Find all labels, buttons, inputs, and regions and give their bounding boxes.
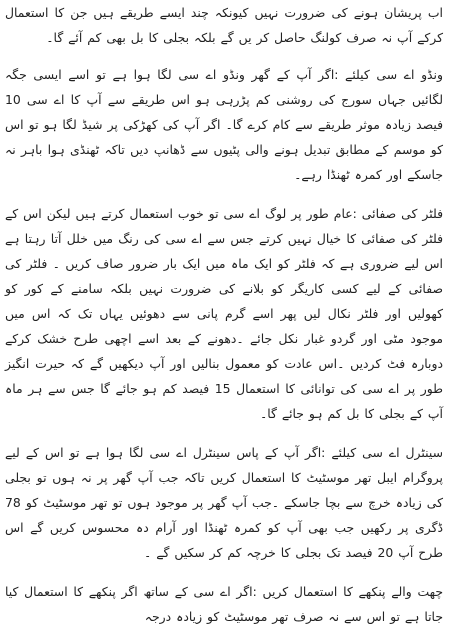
intro-paragraph: اب پریشان ہونے کی ضرورت نہیں کیونکہ چند ایسے طریقے ہیں جن کا استعمال کرکے آپ نہ صرف کولنگ حاصل کر یں گے بلکہ بجلی کا بل بھی کم آئے گا۔ [5,5,443,45]
window-ac-paragraph: ونڈو اے سی کیلئے :اگر آپ کے گھر ونڈو اے سی لگا ہوا ہے تو اسے ایسی جگہ لگائیں جہاں سورج کی روشنی کم پڑرہی ہو اس طریقے سے آپ کا اے سی 10 فیصد زیادہ موثر طریقے سے کام کرے گا۔ اگر آپ کی کھڑکی پر شیڈ لگا ہو تو اس کو موسم کے مطابق تبدیل ہونے والی پٹیوں سے ڈھانپ دیں تاکہ ٹھنڈی ہوا باہر نہ جاسکے اور کمرہ ٹھنڈا رہے۔ [5,67,443,182]
filter-cleaning-paragraph: فلٹر کی صفائی :عام طور پر لوگ اے سی تو خوب استعمال کرتے ہیں لیکن اس کے فلٹر کی صفائی کا خیال نہیں کرتے جس سے اے سی کی رنگ میں خلل آتا رہتا ہے اس لیے ضروری ہے کہ فلٹر کو ایک ماہ میں ایک بار ضرور صاف کریں ۔ فلٹر کی صفائی کے لیے کسی کاریگر کو بلانے کی ضرورت نہیں بلکہ سامنے کے کور کو کھولیں اور فلٹر نکال لیں پھر اسے گرم پانی سے دھوئیں یہاں تک کہ اس میں موجود مٹی اور گردو غبار نکل جائے ۔دھونے کے بعد اسے اچھی طرح خشک کرکے دوبارہ فٹ کردیں ۔اس عادت کو معمول بنالیں اور آپ دیکھیں گے کہ حیرت انگیز طور پر اے سی کی توانائی کا استعمال 15 فیصد کم ہو جائے گا جس سے ہر ماہ آپ کے بجلی کا بل کم ہو جائے گا۔ [5,206,443,421]
central-ac-paragraph: سینٹرل اے سی کیلئے :اگر آپ کے پاس سینٹرل اے سی لگا ہوا ہے تو اس کے لیے پروگرام ایبل تھر موسٹیٹ کا استعمال کریں تاکہ جب آپ گھر پر نہ ہوں تو بجلی کی زیادہ خرچ سے بچا جاسکے ۔جب آپ گھر پر موجود ہوں تو تھر موسٹیٹ کو 78 ڈگری پر رکھیں جب بھی آپ کو کمرہ ٹھنڈا اور آرام دہ محسوس کریں گے اس طرح آپ 20 فیصد تک بجلی کا خرچہ کم کر سکیں گے ۔ [5,445,443,560]
paragraph-spacer [5,187,443,201]
paragraph-spacer [5,565,443,579]
paragraph-spacer [5,50,443,62]
ceiling-fan-paragraph: چھت والے پنکھے کا استعمال کریں :اگر اے سی کے ساتھ اگر پنکھے کا استعمال کیا جاتا ہے تو اس سے نہ صرف تھر موسٹیٹ کو زیادہ درجہ [5,584,443,624]
